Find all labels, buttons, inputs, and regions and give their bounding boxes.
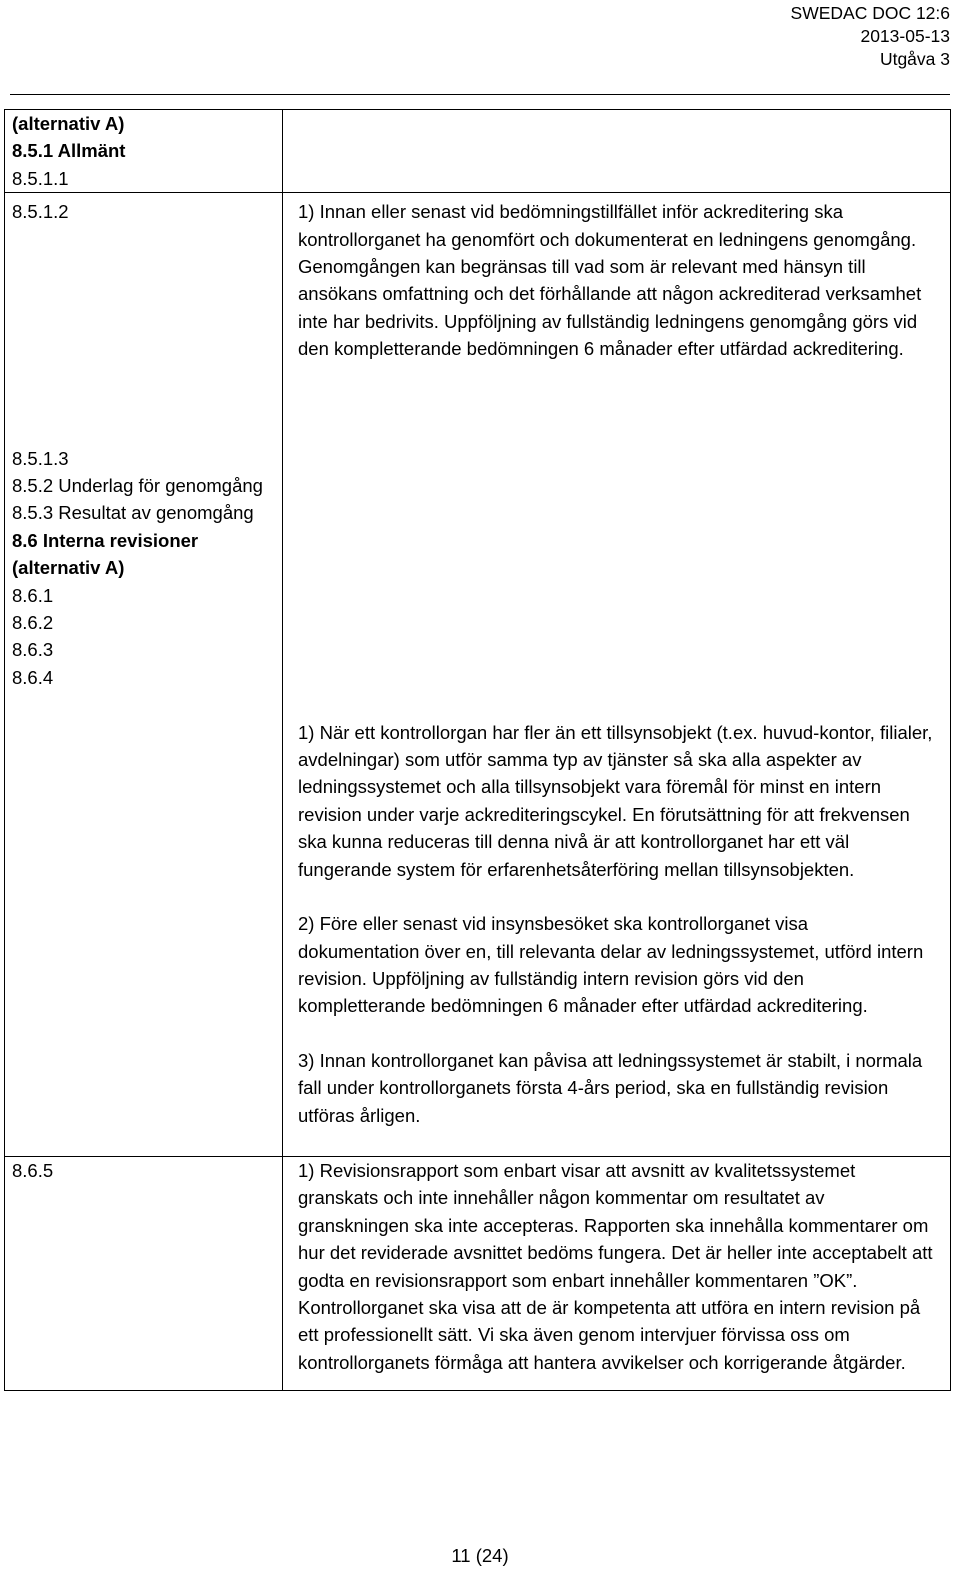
section-heading: 8.6 Interna revisioner (alternativ A) bbox=[12, 529, 199, 579]
requirement-paragraph: 1) Innan eller senast vid bedömningstillfället inför ackreditering ska kontrollorganet ha genomfört och dokumenterat en ledningens genomgång. Genomgången kan begränsas till vad som är relevant med hänsyn till ansökans omfattning och det förhållande att någon ackrediterad verksamhet inte har bedrivits. Uppföljning av fullständig ledningens genomgång görs vid den kompletterande bedömningen 6 månader efter utfärdad ackreditering. bbox=[298, 201, 922, 360]
section-heading: 8.5.2 Underlag för genomgång bbox=[12, 475, 263, 497]
doc-id: SWEDAC DOC 12:6 bbox=[790, 3, 950, 23]
section-number: 8.6.5 bbox=[12, 1159, 54, 1181]
requirement-paragraph: Kontrollorganet ska visa att de är kompetenta att utföra en intern revision på ett professionellt sätt. Vi ska även genom intervjuer förvissa oss om kontrollorganets förmåga att hantera avvikelser och korrigerande åtgärder. bbox=[298, 1296, 921, 1373]
section-number: 8.5.1.1 bbox=[12, 167, 69, 189]
section-cell bbox=[5, 1156, 283, 1390]
section-number: 8.6.3 bbox=[12, 639, 54, 661]
doc-date: 2013-05-13 bbox=[860, 26, 950, 46]
section-number: 8.6.2 bbox=[12, 612, 54, 634]
table-row bbox=[5, 193, 951, 1157]
requirement-cell bbox=[283, 193, 951, 1157]
section-number: 8.6.4 bbox=[12, 666, 54, 688]
section-heading: (alternativ A) bbox=[12, 113, 125, 134]
requirement-cell bbox=[283, 1156, 951, 1390]
requirement-paragraph: 3) Innan kontrollorganet kan påvisa att ledningssystemet är stabilt, i normala fall under kontrollorganets första 4-års period, ska en fullständig revision utföras årligen. bbox=[298, 1049, 923, 1126]
section-heading: 8.5.1 Allmänt bbox=[12, 140, 126, 162]
requirement-paragraph: 1) När ett kontrollorgan har fler än ett tillsynsobjekt (t.ex. huvud-kontor, filialer, avdelningar) som utför samma typ av tjänster så ska alla aspekter av ledningssystemet och alla tillsynsobjekt vara föremål för minst en intern revision under varje ackrediteringscykel. En förutsättning för att frekvensen ska kunna reduceras till denna nivå är att kontrollorganet har ett väl fungerande system för erfarenhetsåterföring mellan tillsynsobjekten. bbox=[298, 721, 933, 880]
section-cell bbox=[5, 110, 283, 193]
header-divider bbox=[10, 94, 950, 95]
section-heading: 8.5.3 Resultat av genomgång bbox=[12, 502, 254, 524]
requirements-table bbox=[4, 109, 951, 1391]
doc-edition: Utgåva 3 bbox=[879, 49, 950, 69]
section-cell bbox=[5, 193, 283, 1157]
document-header bbox=[791, 2, 950, 71]
requirement-cell bbox=[283, 110, 951, 193]
section-number: 8.6.1 bbox=[12, 584, 54, 606]
page-number: 11 (24) bbox=[451, 1545, 509, 1566]
table-row bbox=[5, 110, 951, 193]
table-row bbox=[5, 1156, 951, 1390]
section-number: 8.5.1.2 bbox=[12, 201, 69, 223]
requirement-paragraph: 2) Före eller senast vid insynsbesöket ska kontrollorganet visa dokumentation över en, till relevanta delar av ledningssystemet, utförd intern revision. Uppföljning av fullständig intern revision görs vid den kompletterande bedömningen 6 månader efter utfärdad ackreditering. bbox=[298, 913, 924, 1017]
section-number: 8.5.1.3 bbox=[12, 447, 69, 469]
requirement-paragraph: 1) Revisionsrapport som enbart visar att avsnitt av kvalitetssystemet granskats och inte innehåller någon kommentar om resultatet av granskningen ska inte accepteras. Rapporten ska innehålla kommentarer om hur det reviderade avsnittet bedöms fungera. Det är heller inte acceptabelt att godta en revisionsrapport som enbart innehåller kommentaren ”OK”. bbox=[298, 1159, 933, 1291]
